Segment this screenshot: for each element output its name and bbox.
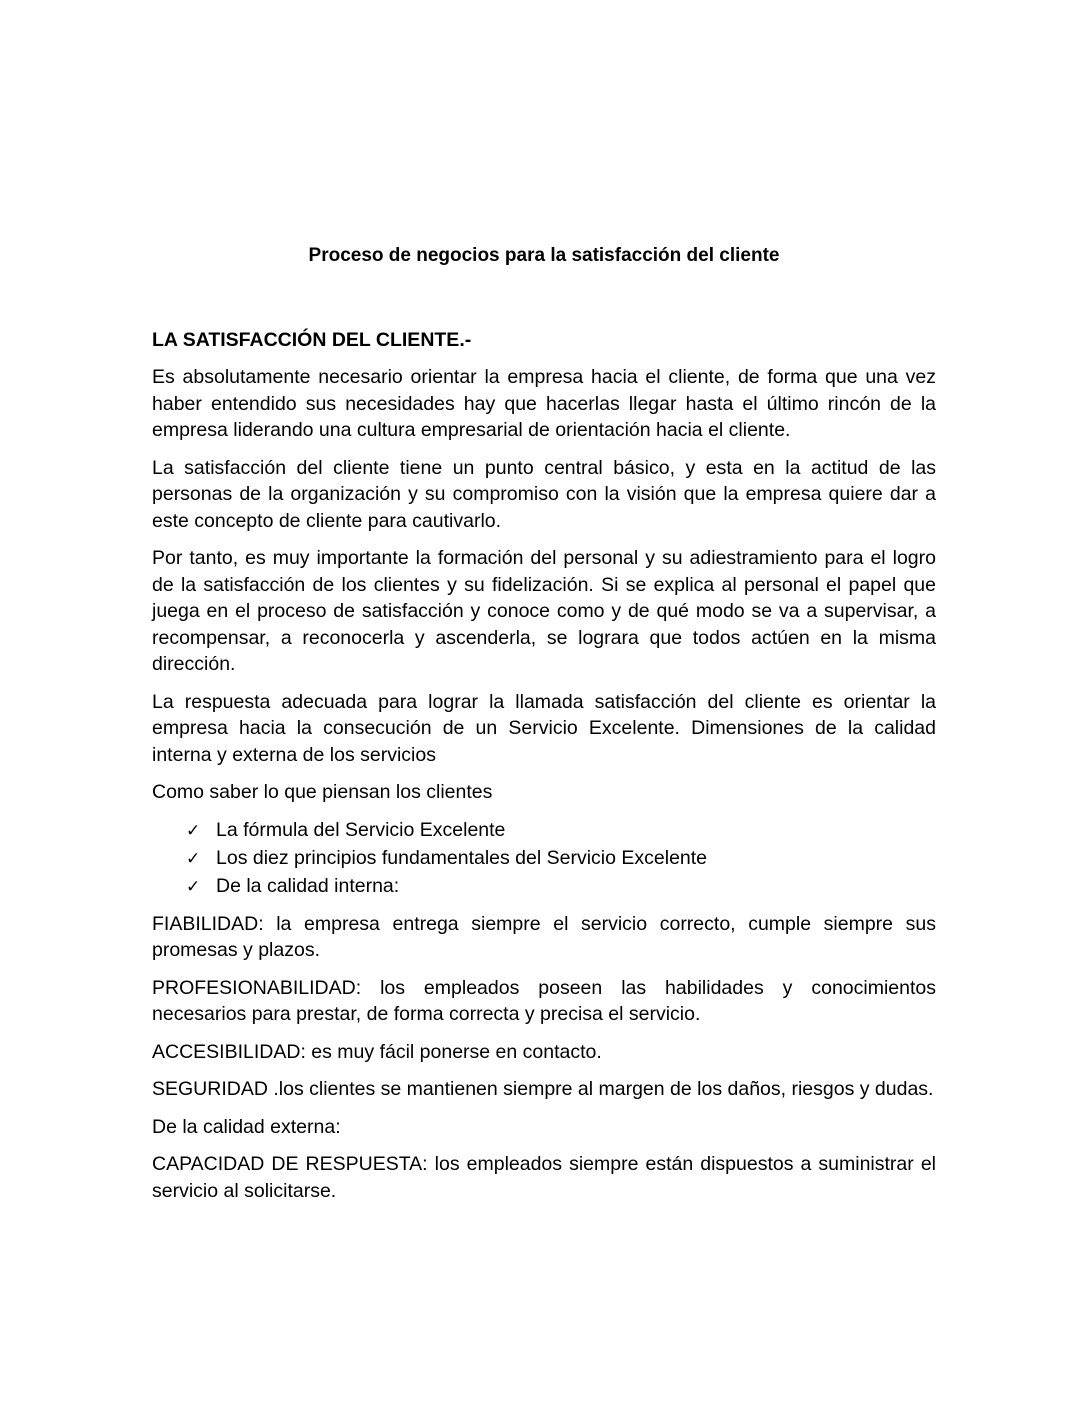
section-heading: LA SATISFACCIÓN DEL CLIENTE.- [152, 329, 472, 351]
list-item [186, 873, 936, 901]
paragraph-central-point: La satisfacción del cliente tiene un punto central básico, y esta en la actitud de las personas de la organización y su compromiso con la visión que la empresa quiere dar a este concepto de cliente para cautivarlo. [152, 456, 936, 532]
paragraph-accesibilidad: ACCESIBILIDAD: es muy fácil ponerse en contacto. [152, 1040, 602, 1063]
paragraph-seguridad: SEGURIDAD .los clientes se mantienen siempre al margen de los daños, riesgos y dudas. [152, 1078, 934, 1100]
document-page [152, 243, 936, 1215]
paragraph-excellent-service: La respuesta adecuada para lograr la llamada satisfacción del cliente es orientar la empresa hacia la consecución de un Servicio Excelente. Dimensiones de la calidad interna y externa de los servicios [152, 690, 936, 766]
checkmark-icon: ✓ [186, 820, 201, 841]
paragraph-profesionabilidad: PROFESIONABILIDAD: los empleados poseen las habilidades y conocimientos necesarios para prestar, de forma correcta y precisa el servicio. [152, 976, 936, 1025]
paragraph-orientation: Es absolutamente necesario orientar la empresa hacia el cliente, de forma que una vez haber entendido sus necesidades hay que hacerlas llegar hasta el último rincón de la empresa liderando una cultura empresarial de orientación hacia el cliente. [152, 366, 936, 441]
list-item-label: Los diez principios fundamentales del Servicio Excelente [216, 846, 708, 869]
checkmark-icon: ✓ [186, 848, 201, 869]
list-item-label: La fórmula del Servicio Excelente [216, 818, 506, 841]
document-title: Proceso de negocios para la satisfacción del cliente [308, 245, 780, 266]
list-item-label: De la calidad interna: [216, 874, 400, 897]
checklist [152, 817, 936, 901]
paragraph-training: Por tanto, es muy importante la formación del personal y su adiestramiento para el logro de la satisfacción de los clientes y su fidelización. Si se explica al personal el papel que juega en el proceso de satisfacción y conoce como y de qué modo se va a supervisar, a recompensar, a reconocerla y ascenderla, se lograra que todos actúen en la misma dirección. [152, 547, 936, 675]
checkmark-icon: ✓ [186, 876, 201, 897]
list-item [186, 845, 936, 873]
external-quality-heading: De la calidad externa: [152, 1115, 341, 1138]
paragraph-fiabilidad: FIABILIDAD: la empresa entrega siempre el servicio correcto, cumple siempre sus promesas y plazos. [152, 912, 936, 961]
list-item [186, 817, 936, 845]
paragraph-capacidad-respuesta: CAPACIDAD DE RESPUESTA: los empleados siempre están dispuestos a suministrar el servicio al solicitarse. [152, 1153, 936, 1202]
paragraph-customer-thoughts: Como saber lo que piensan los clientes [152, 781, 493, 803]
